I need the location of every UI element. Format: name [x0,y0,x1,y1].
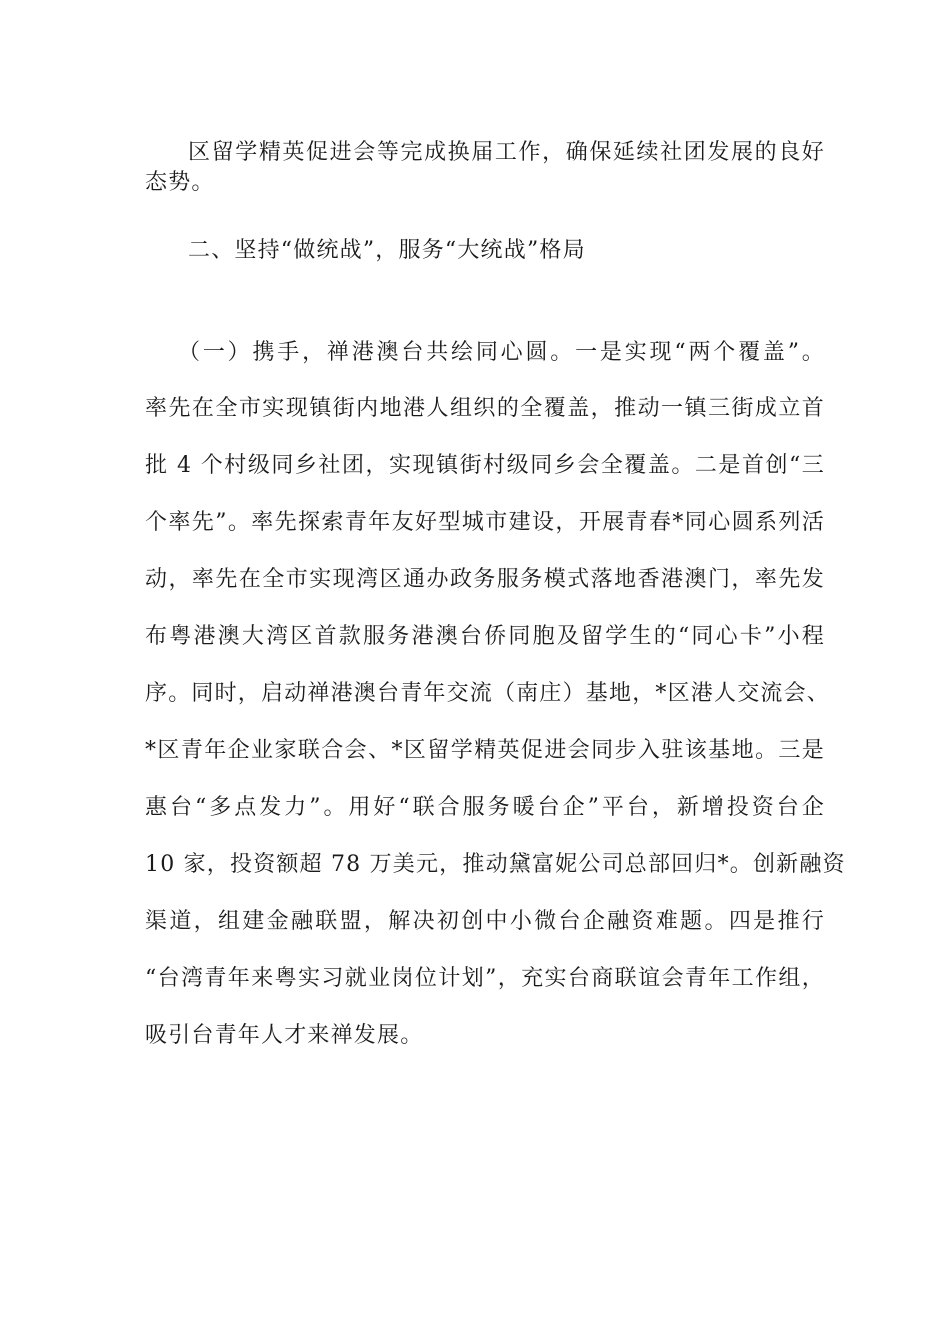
paragraph-2-line-7: 序。同时，启动禅港澳台青年交流（南庄）基地，*区港人交流会、 [145,681,831,706]
paragraph-2-line-2: 率先在全市实现镇街内地港人组织的全覆盖，推动一镇三街成立首 [145,396,825,421]
paragraph-1-line-1: 区留学精英促进会等完成换届工作，确保延续社团发展的良好 [188,140,825,165]
paragraph-2-line-12: “台湾青年来粤实习就业岗位计划”，充实台商联谊会青年工作组， [145,966,825,991]
paragraph-2-line-4: 个率先”。率先探索青年友好型城市建设，开展青春*同心圆系列活 [145,510,825,535]
paragraph-2-line-3: 批 4 个村级同乡社团，实现镇街村级同乡会全覆盖。二是首创“三 [145,453,825,478]
section-heading: 二、坚持“做统战”，服务“大统战”格局 [188,238,586,263]
paragraph-2-line-8: *区青年企业家联合会、*区留学精英促进会同步入驻该基地。三是 [145,738,825,763]
paragraph-2-line-11: 渠道，组建金融联盟，解决初创中小微台企融资难题。四是推行 [145,909,825,934]
paragraph-1-line-2: 态势。 [145,170,215,195]
paragraph-2-line-5: 动，率先在全市实现湾区通办政务服务模式落地香港澳门，率先发 [145,567,825,592]
paragraph-2-line-13: 吸引台青年人才来禅发展。 [145,1023,424,1048]
paragraph-2-line-1: （一）携手，禅港澳台共绘同心圆。一是实现“两个覆盖”。 [178,340,825,365]
paragraph-2-line-6: 布粤港澳大湾区首款服务港澳台侨同胞及留学生的“同心卡”小程 [145,624,825,649]
paragraph-2-line-9: 惠台“多点发力”。用好“联合服务暖台企”平台，新增投资台企 [145,795,825,820]
paragraph-2-line-10: 10 家，投资额超 78 万美元，推动黛富妮公司总部回归*。创新融资 [145,852,846,877]
